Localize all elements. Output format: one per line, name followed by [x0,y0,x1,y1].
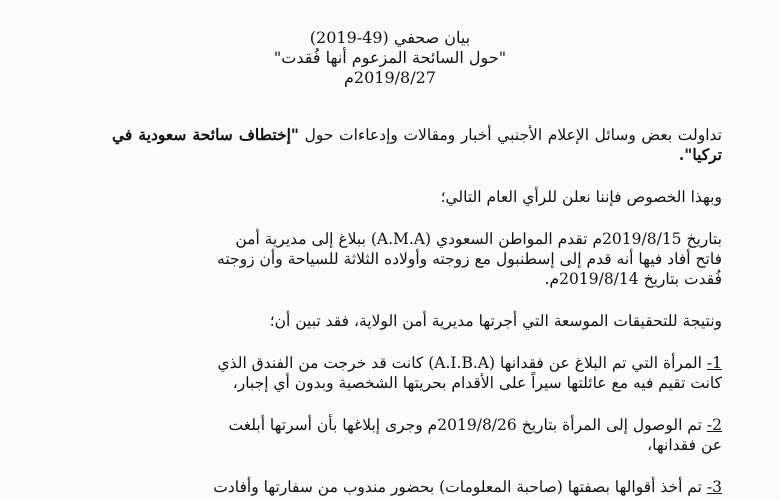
point-2-number: 2- [706,416,722,434]
release-title: بيان صحفي (49-2019) [309,28,471,47]
intro-bold-text: "إختطاف سائحة سعودية في تركيا". [112,125,722,164]
point-2-line-1 [112,415,722,435]
document-body [112,125,722,497]
report-line-1: بتاريخ 2019/8/15م تقدم المواطن السعودي (A.M.A) ببلاغ إلى مديرية أمن [235,230,722,248]
point-1-text-1: المرأة التي تم البلاغ عن فقدانها (A.I.B.A) كانت قد خرجت من الفندق الذي [217,354,707,372]
release-date: 2019/8/27م [344,68,436,87]
release-subject: "حول السائحة المزعوم أنها فُقدت" [273,48,507,67]
point-1-line-1 [112,353,722,373]
paragraph-point-3 [112,477,722,497]
paragraph-point-2 [112,415,722,455]
point-1-number: 1- [706,354,722,372]
point-2-text-1: تم الوصول إلى المرأة بتاريخ 2019/8/26م وجرى إبلاغها بأن أسرتها أبلغت [228,416,707,434]
paragraph-announcement: وبهذا الخصوص فإننا نعلن للرأي العام التالي؛ [440,188,722,206]
report-line-3: فُقدت بتاريخ 2019/8/14م. [544,270,722,288]
report-line-2: فاتح أفاد فيها أنه قدم إلى إسطنبول مع زوجته وأولاده الثلاثة للسياحة وأن زوجته [217,250,722,268]
paragraph-investigation: ونتيجة للتحقيقات الموسعة التي أجرتها مديرية أمن الولاية، فقد تبين أن؛ [269,312,722,330]
paragraph-intro [112,125,722,165]
intro-text: تداولت بعض وسائل الإعلام الأجنبي أخبار ومقالات وإدعاءات حول [298,126,722,144]
point-3-line-1 [112,477,722,497]
point-3-number: 3- [706,478,722,496]
point-2-line-2: عن فقدانها، [647,436,722,454]
press-release-header [0,28,780,88]
point-1-line-2: كانت تقيم فيه مع عائلتها سيراً على الأقدام بحريتها الشخصية وبدون أي إجبار، [232,374,722,392]
point-3-text-1: تم أخذ أقوالها بصفتها (صاحبة المعلومات) بحضور مندوب من سفارتها وأفادت [213,478,707,496]
paragraph-point-1 [112,353,722,393]
paragraph-report [112,229,722,289]
